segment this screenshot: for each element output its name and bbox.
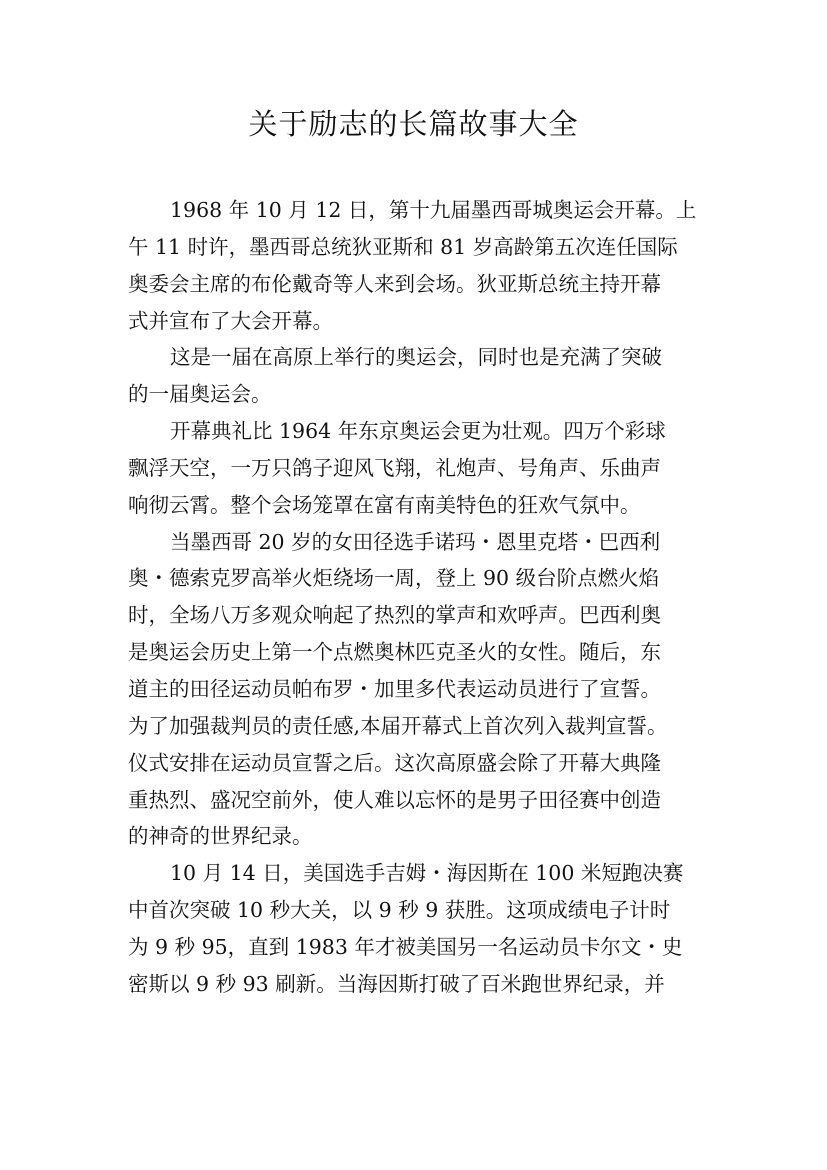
document-body xyxy=(128,192,708,1003)
text-line: 时，全场八万多观众响起了热烈的掌声和欢呼声。巴西利奥 xyxy=(128,603,661,628)
text-line: 为了加强裁判员的责任感,本届开幕式上首次列入裁判宣誓。 xyxy=(128,713,668,738)
text-line: 奥・德索克罗高举火炬绕场一周，登上 90 级台阶点燃火焰 xyxy=(128,566,660,591)
text-line: 飘浮天空，一万只鸽子迎风飞翔，礼炮声、号角声、乐曲声 xyxy=(128,455,661,480)
text-line: 密斯以 9 秒 93 刷新。当海因斯打破了百米跑世界纪录，并 xyxy=(128,971,665,996)
text-line: 奥委会主席的布伦戴奇等人来到会场。狄亚斯总统主持开幕 xyxy=(128,271,661,296)
text-line: 午 11 时许，墨西哥总统狄亚斯和 81 岁高龄第五次连任国际 xyxy=(128,234,678,259)
text-line: 当墨西哥 20 岁的女田径选手诺玛・恩里克塔・巴西利 xyxy=(170,529,661,554)
text-line: 是奥运会历史上第一个点燃奥林匹克圣火的女性。随后，东 xyxy=(128,640,661,665)
text-line: 10 月 14 日，美国选手吉姆・海因斯在 100 米短跑决赛 xyxy=(170,861,684,886)
text-line: 中首次突破 10 秒大关，以 9 秒 9 获胜。这项成绩电子计时 xyxy=(128,898,671,923)
text-line: 响彻云霄。整个会场笼罩在富有南美特色的狂欢气氛中。 xyxy=(128,492,641,517)
text-line: 仪式安排在运动员宣誓之后。这次高原盛会除了开幕大典隆 xyxy=(128,750,661,775)
text-line: 为 9 秒 95，直到 1983 年才被美国另一名运动员卡尔文・史 xyxy=(128,934,683,959)
text-line: 式并宣布了大会开幕。 xyxy=(128,308,333,333)
text-line: 这是一届在高原上举行的奥运会，同时也是充满了突破 xyxy=(170,345,662,370)
text-line: 开幕典礼比 1964 年东京奥运会更为壮观。四万个彩球 xyxy=(170,419,666,444)
text-line: 的神奇的世界纪录。 xyxy=(128,824,313,849)
document-title: 关于励志的长篇故事大全 xyxy=(248,107,579,141)
text-line: 道主的田径运动员帕布罗・加里多代表运动员进行了宣誓。 xyxy=(128,676,661,701)
text-line: 1968 年 10 月 12 日，第十九届墨西哥城奥运会开幕。上 xyxy=(170,198,697,222)
text-line: 重热烈、盛况空前外，使人难以忘怀的是男子田径赛中创造 xyxy=(128,787,661,812)
text-line: 的一届奥运会。 xyxy=(128,382,272,407)
